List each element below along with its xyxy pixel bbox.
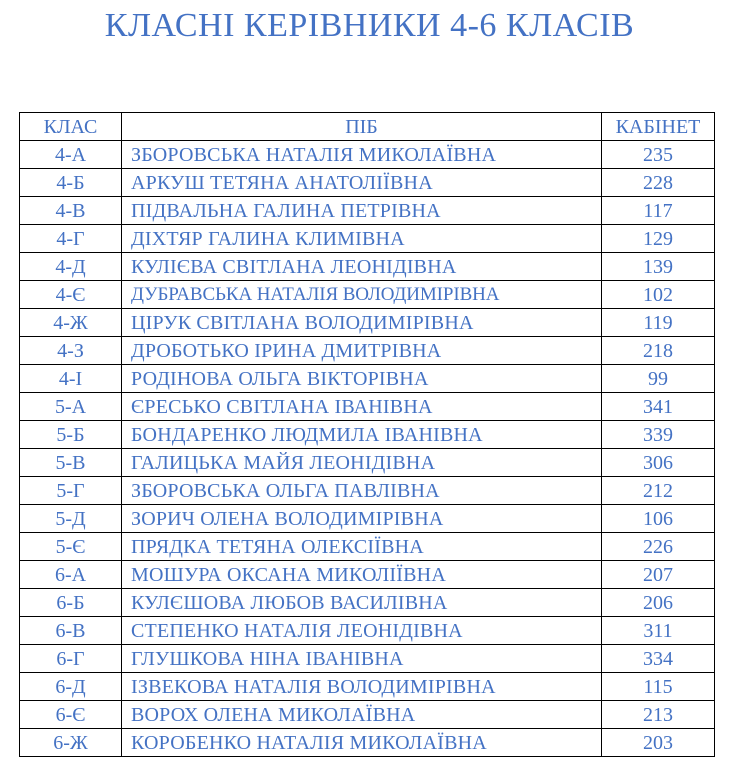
teacher-name-cell: ДРОБОТЬКО ІРИНА ДМИТРІВНА: [122, 337, 602, 365]
teacher-name-cell: ВОРОХ ОЛЕНА МИКОЛАЇВНА: [122, 701, 602, 729]
room-number-cell: 339: [602, 421, 715, 449]
class-cell: 4-А: [20, 141, 122, 169]
teacher-name-cell: ГЛУШКОВА НІНА ІВАНІВНА: [122, 645, 602, 673]
table-row: [20, 533, 715, 561]
teacher-name-cell: ЦІРУК СВІТЛАНА ВОЛОДИМІРІВНА: [122, 309, 602, 337]
room-number-cell: 206: [602, 589, 715, 617]
table-row: [20, 197, 715, 225]
class-cell: 5-В: [20, 449, 122, 477]
teacher-name-cell: ПРЯДКА ТЕТЯНА ОЛЕКСІЇВНА: [122, 533, 602, 561]
table-row: [20, 337, 715, 365]
teacher-name-cell: КУЛЄШОВА ЛЮБОВ ВАСИЛІВНА: [122, 589, 602, 617]
class-cell: 4-Ж: [20, 309, 122, 337]
table-row: [20, 365, 715, 393]
room-number-cell: 99: [602, 365, 715, 393]
class-cell: 4-Д: [20, 253, 122, 281]
column-header-name: ПІБ: [122, 113, 602, 141]
room-number-cell: 235: [602, 141, 715, 169]
teacher-name-cell: КУЛІЄВА СВІТЛАНА ЛЕОНІДІВНА: [122, 253, 602, 281]
class-cell: 4-Г: [20, 225, 122, 253]
class-cell: 6-А: [20, 561, 122, 589]
room-number-cell: 341: [602, 393, 715, 421]
teacher-name-cell: ЗОРИЧ ОЛЕНА ВОЛОДИМІРІВНА: [122, 505, 602, 533]
class-cell: 5-Д: [20, 505, 122, 533]
class-cell: 4-В: [20, 197, 122, 225]
class-teachers-table: [19, 112, 715, 757]
table-row: [20, 561, 715, 589]
table-row: [20, 477, 715, 505]
teacher-name-cell: АРКУШ ТЕТЯНА АНАТОЛІЇВНА: [122, 169, 602, 197]
class-cell: 5-А: [20, 393, 122, 421]
teacher-name-cell: ЗБОРОВСЬКА ОЛЬГА ПАВЛІВНА: [122, 477, 602, 505]
teacher-name-cell: ІЗВЕКОВА НАТАЛІЯ ВОЛОДИМІРІВНА: [122, 673, 602, 701]
table-row: [20, 281, 715, 309]
teacher-name-cell: ЗБОРОВСЬКА НАТАЛІЯ МИКОЛАЇВНА: [122, 141, 602, 169]
teacher-name-cell: МОШУРА ОКСАНА МИКОЛІЇВНА: [122, 561, 602, 589]
room-number-cell: 102: [602, 281, 715, 309]
teacher-name-cell: ЄРЕСЬКО СВІТЛАНА ІВАНІВНА: [122, 393, 602, 421]
room-number-cell: 334: [602, 645, 715, 673]
class-cell: 6-Г: [20, 645, 122, 673]
table-header-row: [20, 113, 715, 141]
table-row: [20, 225, 715, 253]
column-header-class: КЛАС: [20, 113, 122, 141]
table-row: [20, 589, 715, 617]
table-row: [20, 701, 715, 729]
teacher-name-cell: ДІХТЯР ГАЛИНА КЛИМІВНА: [122, 225, 602, 253]
room-number-cell: 212: [602, 477, 715, 505]
table-row: [20, 253, 715, 281]
class-cell: 6-В: [20, 617, 122, 645]
class-cell: 6-Д: [20, 673, 122, 701]
teacher-name-cell: КОРОБЕНКО НАТАЛІЯ МИКОЛАЇВНА: [122, 729, 602, 757]
class-cell: 4-Є: [20, 281, 122, 309]
class-cell: 6-Є: [20, 701, 122, 729]
room-number-cell: 306: [602, 449, 715, 477]
table-row: [20, 645, 715, 673]
room-number-cell: 117: [602, 197, 715, 225]
table-body: [20, 141, 715, 757]
room-number-cell: 106: [602, 505, 715, 533]
table-row: [20, 169, 715, 197]
class-cell: 4-І: [20, 365, 122, 393]
table-row: [20, 309, 715, 337]
room-number-cell: 119: [602, 309, 715, 337]
teacher-name-cell: ГАЛИЦЬКА МАЙЯ ЛЕОНІДІВНА: [122, 449, 602, 477]
column-header-room: КАБІНЕТ: [602, 113, 715, 141]
room-number-cell: 226: [602, 533, 715, 561]
table-row: [20, 141, 715, 169]
teacher-name-cell: СТЕПЕНКО НАТАЛІЯ ЛЕОНІДІВНА: [122, 617, 602, 645]
class-cell: 5-Г: [20, 477, 122, 505]
table-row: [20, 729, 715, 757]
table-row: [20, 449, 715, 477]
table-row: [20, 421, 715, 449]
table-row: [20, 673, 715, 701]
room-number-cell: 203: [602, 729, 715, 757]
room-number-cell: 139: [602, 253, 715, 281]
class-cell: 6-Ж: [20, 729, 122, 757]
class-cell: 5-Є: [20, 533, 122, 561]
table-row: [20, 393, 715, 421]
page-title: КЛАСНІ КЕРІВНИКИ 4-6 КЛАСІВ: [104, 7, 635, 44]
teacher-name-cell: ДУБРАВСЬКА НАТАЛІЯ ВОЛОДИМІРІВНА: [122, 281, 602, 309]
class-cell: 5-Б: [20, 421, 122, 449]
room-number-cell: 228: [602, 169, 715, 197]
room-number-cell: 207: [602, 561, 715, 589]
teacher-name-cell: ПІДВАЛЬНА ГАЛИНА ПЕТРІВНА: [122, 197, 602, 225]
table-row: [20, 617, 715, 645]
room-number-cell: 115: [602, 673, 715, 701]
teacher-name-cell: РОДІНОВА ОЛЬГА ВІКТОРІВНА: [122, 365, 602, 393]
room-number-cell: 218: [602, 337, 715, 365]
teacher-name-cell: БОНДАРЕНКО ЛЮДМИЛА ІВАНІВНА: [122, 421, 602, 449]
class-cell: 6-Б: [20, 589, 122, 617]
class-cell: 4-З: [20, 337, 122, 365]
room-number-cell: 129: [602, 225, 715, 253]
room-number-cell: 213: [602, 701, 715, 729]
room-number-cell: 311: [602, 617, 715, 645]
table-row: [20, 505, 715, 533]
class-cell: 4-Б: [20, 169, 122, 197]
